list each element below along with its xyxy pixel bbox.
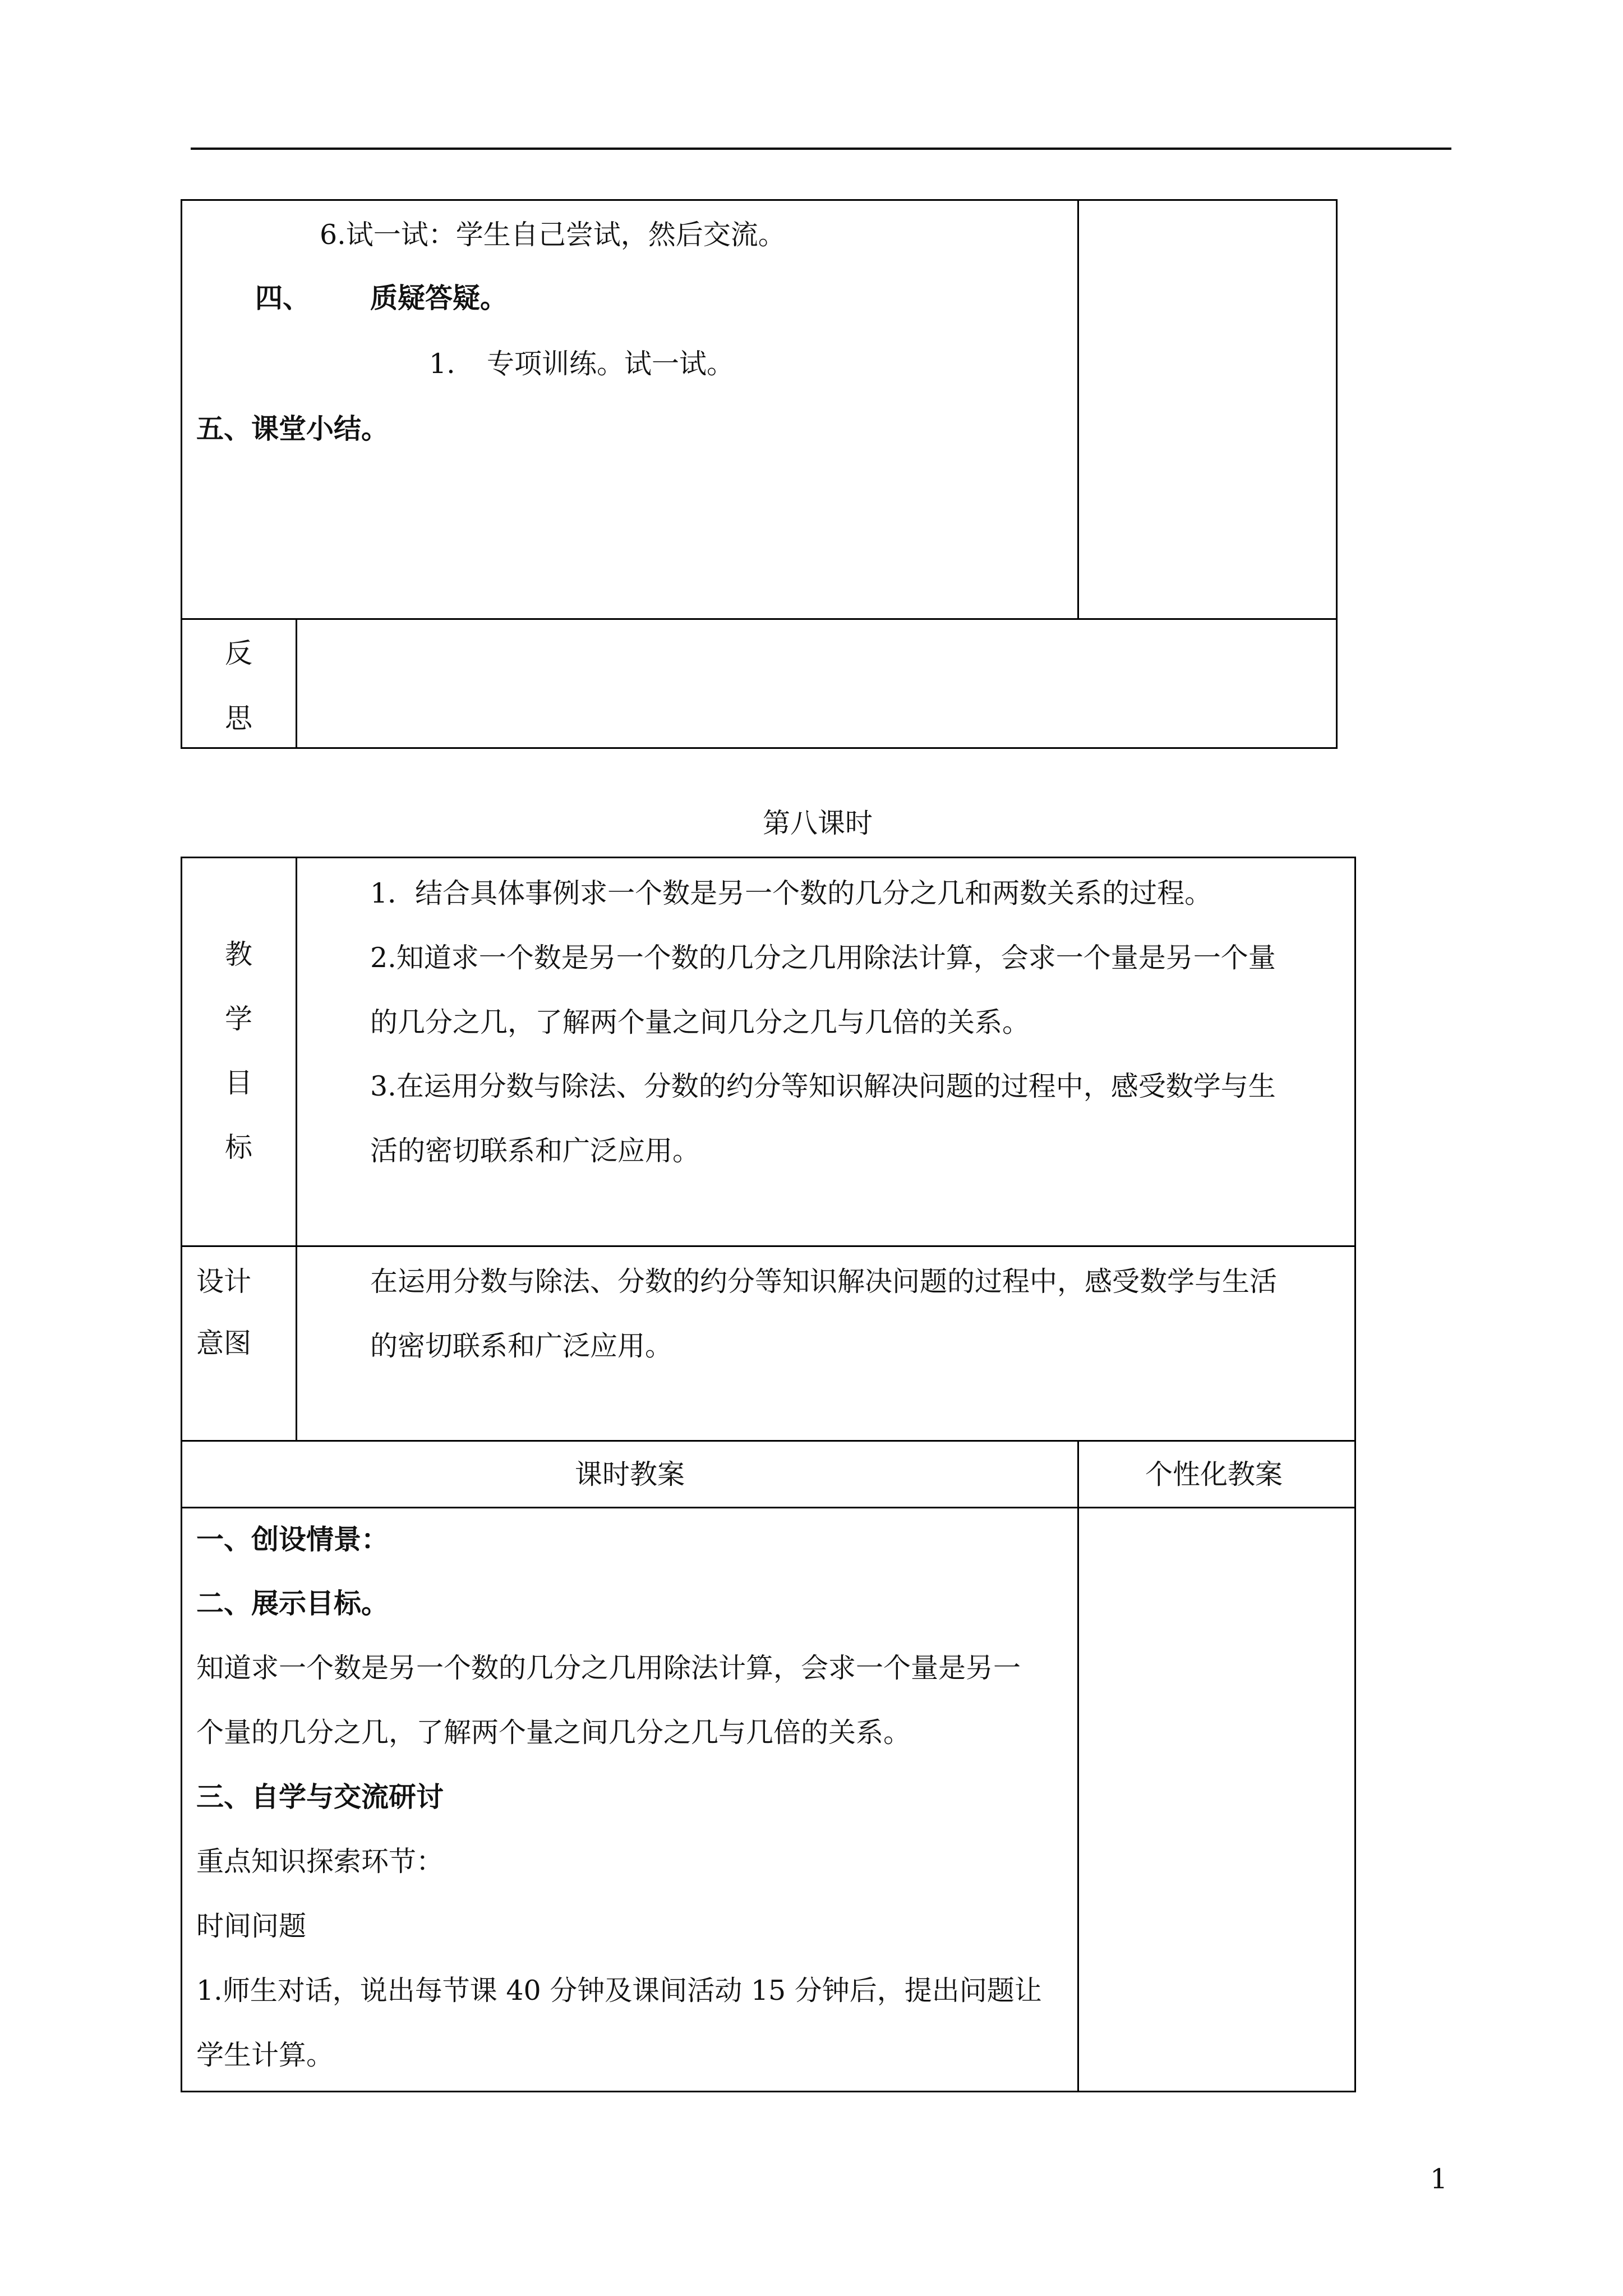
item-1-number: 1. [429,348,455,380]
table-continued [181,199,1338,749]
column-header-personalized-plan: 个性化教案 [1145,1458,1283,1490]
objectives-label: 标 [225,1131,253,1163]
paragraph-line: 个量的几分之几，了解两个量之间几分之几与几倍的关系。 [196,1717,911,1749]
design-label: 意图 [196,1327,252,1359]
reflection-label: 思 [225,702,253,734]
objectives-label: 目 [225,1067,253,1099]
section-4-number: 四、 [255,282,311,314]
objective-line: 2.知道求一个数是另一个数的几分之几用除法计算，会求一个量是另一个量 [370,942,1276,974]
table-divider [296,618,297,749]
reflection-label: 反 [225,637,253,669]
section-5: 五、课堂小结。 [196,412,389,445]
step-6: 6.试一试：学生自己尝试，然后交流。 [320,219,786,251]
table-divider [181,1245,1356,1247]
objective-line: 3.在运用分数与除法、分数的约分等知识解决问题的过程中，感受数学与生 [370,1070,1276,1102]
paragraph-line: 学生计算。 [196,2039,334,2071]
objective-line: 1．结合具体事例求一个数是另一个数的几分之几和两数关系的过程。 [370,877,1212,909]
section-4-title: 质疑答疑。 [370,282,508,314]
paragraph-line: 1.师生对话，说出每节课 40 分钟及课间活动 15 分钟后，提出问题让 [196,1975,1042,2007]
lesson-title: 第八课时 [763,807,873,839]
design-text: 的密切联系和广泛应用。 [370,1330,673,1362]
section-1: 一、创设情景： [196,1523,389,1556]
table-divider [181,1507,1356,1508]
section-3: 三、自学与交流研讨 [196,1780,444,1813]
paragraph-line: 重点知识探索环节： [196,1846,444,1878]
objectives-label: 教 [225,938,253,970]
table-divider [181,1440,1356,1442]
header-rule [191,148,1451,150]
paragraph-line: 时间问题 [196,1910,307,1942]
design-label: 设计 [196,1266,252,1297]
objectives-label: 学 [225,1003,253,1035]
design-text: 在运用分数与除法、分数的约分等知识解决问题的过程中，感受数学与生活 [370,1266,1278,1297]
item-1-text: 专项训练。试一试。 [487,348,735,380]
page-number: 1 [1430,2163,1448,2195]
table-divider [181,618,1338,620]
objective-line: 活的密切联系和广泛应用。 [370,1135,700,1167]
table-divider [1077,199,1079,620]
table-divider [1077,1440,1079,2092]
section-2: 二、展示目标。 [196,1587,389,1619]
paragraph-line: 知道求一个数是另一个数的几分之几用除法计算，会求一个量是另一 [196,1652,1021,1684]
column-header-lesson-plan: 课时教案 [575,1458,685,1490]
objective-line: 的几分之几，了解两个量之间几分之几与几倍的关系。 [370,1006,1030,1038]
table-divider [296,857,297,1442]
